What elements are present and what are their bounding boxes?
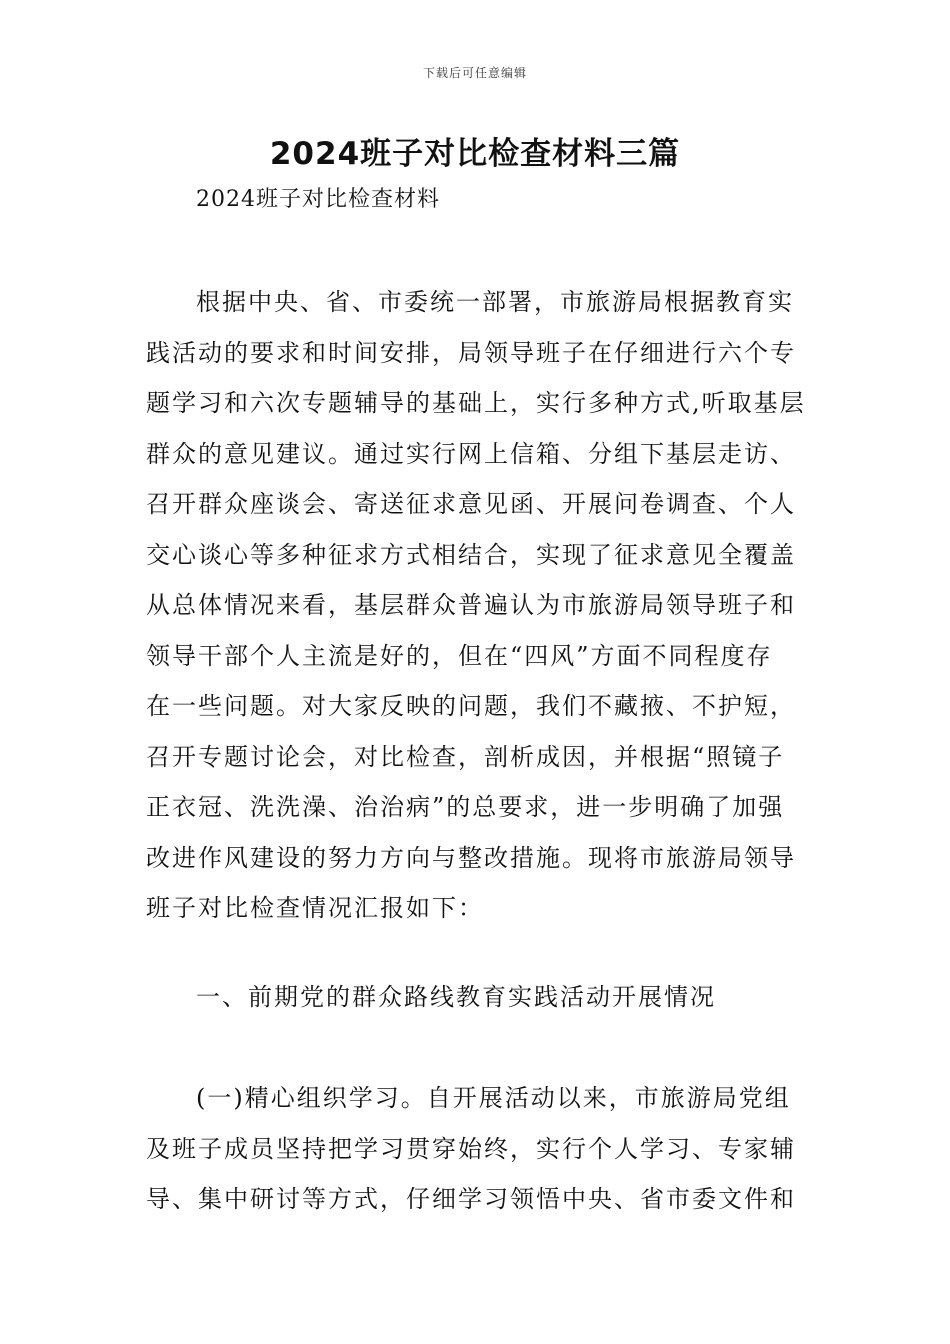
- paragraph-2: [146, 1073, 806, 1225]
- paragraph-line: 领导干部个人主流是好的，但在“四风”方面不同程度存: [146, 641, 773, 670]
- paragraph-line: 交心谈心等多种征求方式相结合，实现了征求意见全覆盖: [146, 540, 796, 569]
- section-heading-text: 一、前期党的群众路线教育实践活动开展情况: [196, 983, 716, 1011]
- paragraph-line: 召开群众座谈会、寄送征求意见函、开展问卷调查、个人: [146, 490, 796, 518]
- paragraph-line: 群众的意见建议。通过实行网上信箱、分组下基层走访、: [146, 439, 796, 468]
- paragraph-line: (一)精心组织学习。自开展活动以来，市旅游局党组: [196, 1084, 791, 1112]
- paragraph-line: 践活动的要求和时间安排，局领导班子在仔细进行六个专: [146, 338, 796, 367]
- document-subtitle: 2024班子对比检查材料: [196, 187, 440, 212]
- paragraph-1: [146, 277, 806, 934]
- paragraph-line: 在一些问题。对大家反映的问题，我们不藏掖、不护短，: [146, 692, 796, 720]
- section-heading: [146, 972, 806, 1023]
- paragraph-line: 根据中央、省、市委统一部署，市旅游局根据教育实: [196, 288, 794, 316]
- paragraph-line: 班子对比检查情况汇报如下：: [146, 894, 484, 922]
- paragraph-line: 导、集中研讨等方式，仔细学习领悟中央、省市委文件和: [146, 1185, 796, 1213]
- paragraph-line: 正衣冠、洗洗澡、治治病”的总要求，进一步明确了加强: [146, 793, 785, 821]
- document-title: 2024班子对比检查材料三篇: [269, 136, 681, 172]
- paragraph-line: 召开专题讨论会，对比检查，剖析成因，并根据“照镜子: [146, 742, 785, 771]
- paragraph-line: 改进作风建设的努力方向与整改措施。现将市旅游局领导: [146, 843, 796, 872]
- header-note: 下载后可任意编辑: [422, 66, 527, 80]
- paragraph-line: 从总体情况来看，基层群众普遍认为市旅游局领导班子和: [146, 591, 796, 619]
- paragraph-line: 题学习和六次专题辅导的基础上，实行多种方式,听取基层: [146, 389, 806, 417]
- paragraph-line: 及班子成员坚持把学习贯穿始终，实行个人学习、专家辅: [146, 1134, 796, 1163]
